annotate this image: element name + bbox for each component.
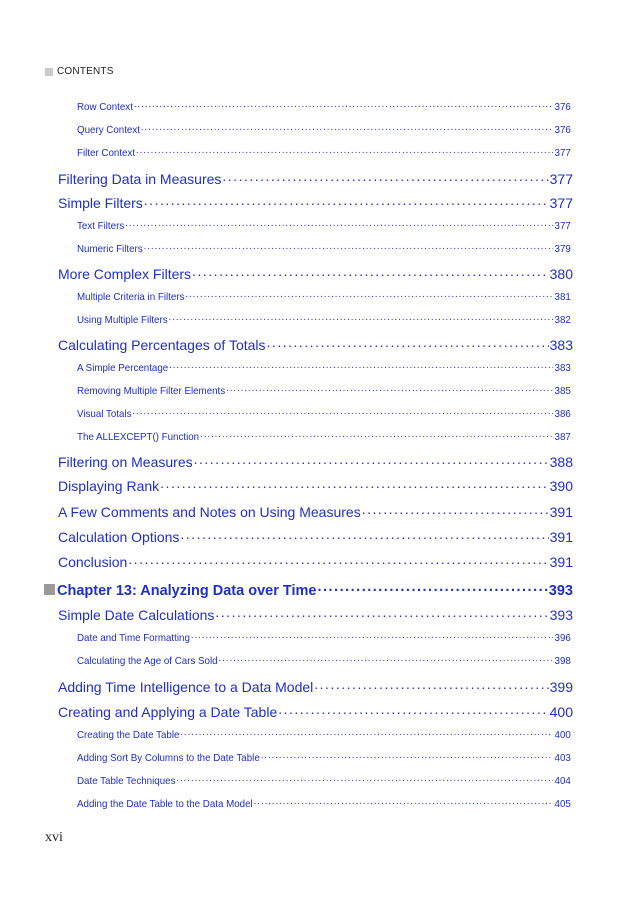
entry-page: 393 — [548, 582, 573, 599]
toc-entry[interactable] — [58, 503, 573, 520]
toc-entry[interactable] — [77, 653, 571, 667]
entry-page: 377 — [549, 171, 573, 187]
toc-entry[interactable] — [58, 336, 573, 353]
toc-entry[interactable] — [58, 553, 573, 570]
dot-leader — [169, 360, 553, 371]
toc-entry[interactable] — [58, 606, 573, 623]
entry-title: A Simple Percentage — [77, 361, 169, 374]
toc-entry[interactable] — [77, 773, 571, 787]
dot-leader — [314, 678, 548, 692]
toc-entry[interactable] — [58, 194, 573, 211]
entry-page: 404 — [554, 774, 571, 787]
dot-leader — [317, 580, 547, 595]
entry-title: Calculating Percentages of Totals — [58, 337, 266, 353]
entry-title: Filter Context — [77, 146, 136, 159]
entry-title: Using Multiple Filters — [77, 313, 168, 326]
toc-entry[interactable] — [58, 453, 573, 470]
toc-entry[interactable] — [58, 265, 573, 282]
entry-page: 377 — [554, 146, 571, 159]
entry-page: 376 — [554, 100, 571, 113]
entry-page: 393 — [549, 607, 573, 623]
dot-leader — [136, 145, 554, 156]
entry-title: Creating the Date Table — [77, 728, 180, 741]
entry-title: Calculating the Age of Cars Sold — [77, 654, 218, 667]
dot-leader — [128, 553, 548, 567]
toc-entry[interactable] — [77, 406, 571, 420]
entry-title: Filtering Data in Measures — [58, 171, 222, 187]
entry-title: More Complex Filters — [58, 266, 192, 282]
dot-leader — [160, 477, 548, 491]
entry-page: 400 — [554, 728, 571, 741]
entry-title: Conclusion — [58, 554, 128, 570]
dot-leader — [226, 383, 554, 394]
toc-entry[interactable] — [77, 383, 571, 397]
entry-page: 388 — [549, 454, 573, 470]
entry-page: 398 — [554, 654, 571, 667]
toc-entry[interactable] — [77, 360, 571, 374]
entry-title: Chapter 13: Analyzing Data over Time — [57, 582, 317, 599]
dot-leader — [222, 170, 548, 184]
dot-leader — [134, 99, 554, 110]
dot-leader — [132, 406, 553, 417]
entry-page: 377 — [554, 219, 571, 232]
dot-leader — [180, 727, 553, 738]
entry-page: 377 — [549, 195, 573, 211]
dot-leader — [169, 312, 554, 323]
entry-page: 391 — [549, 529, 573, 545]
dot-leader — [194, 453, 549, 467]
dot-leader — [267, 336, 549, 350]
entry-page: 383 — [549, 337, 573, 353]
entry-title: Adding Sort By Columns to the Date Table — [77, 751, 260, 764]
entry-title: Creating and Applying a Date Table — [58, 704, 278, 720]
entry-title: Date Table Techniques — [77, 774, 176, 787]
entry-title: Visual Totals — [77, 407, 132, 420]
entry-title: Text Filters — [77, 219, 125, 232]
entry-title: Date and Time Formatting — [77, 631, 190, 644]
dot-leader — [278, 703, 548, 717]
entry-title: Filtering on Measures — [58, 454, 193, 470]
dot-leader — [200, 429, 554, 440]
entry-page: 405 — [554, 797, 571, 810]
entry-page: 391 — [549, 554, 573, 570]
entry-page: 383 — [554, 361, 571, 374]
page-number: xvi — [45, 830, 63, 845]
header-label: CONTENTS — [57, 66, 114, 77]
entry-title: Row Context — [77, 100, 133, 113]
entry-page: 386 — [554, 407, 571, 420]
entry-page: 399 — [549, 679, 573, 695]
dot-leader — [180, 528, 548, 542]
toc-entry[interactable] — [77, 99, 571, 113]
entry-page: 396 — [554, 631, 571, 644]
toc-entry[interactable] — [77, 312, 571, 326]
toc-entry[interactable] — [77, 241, 571, 255]
dot-leader — [144, 241, 554, 252]
entry-title: A Few Comments and Notes on Using Measures — [58, 504, 361, 520]
dot-leader — [141, 122, 554, 133]
entry-page: 376 — [554, 123, 571, 136]
entry-title: Displaying Rank — [58, 478, 160, 494]
entry-page: 385 — [554, 384, 571, 397]
dot-leader — [219, 653, 554, 664]
toc-entry[interactable] — [77, 750, 571, 764]
toc-entry[interactable] — [77, 122, 571, 136]
entry-title: Simple Filters — [58, 195, 143, 211]
dot-leader — [192, 265, 549, 279]
dot-leader — [254, 796, 554, 807]
dot-leader — [191, 630, 554, 641]
dot-leader — [185, 289, 553, 300]
dot-leader — [125, 218, 553, 229]
header-square-icon — [45, 68, 53, 76]
dot-leader — [362, 503, 549, 517]
entry-title: Simple Date Calculations — [58, 607, 215, 623]
entry-title: Multiple Criteria in Filters — [77, 290, 185, 303]
entry-title: Calculation Options — [58, 529, 180, 545]
toc-entry[interactable] — [58, 170, 573, 187]
entry-page: 390 — [549, 478, 573, 494]
toc-entry[interactable] — [77, 289, 571, 303]
entry-title: The ALLEXCEPT() Function — [77, 430, 200, 443]
toc-entry[interactable] — [77, 630, 571, 644]
entry-page: 403 — [554, 751, 571, 764]
entry-page: 400 — [549, 704, 573, 720]
dot-leader — [215, 606, 548, 620]
dot-leader — [176, 773, 553, 784]
entry-title: Query Context — [77, 123, 140, 136]
toc-entry[interactable] — [77, 727, 571, 741]
entry-title: Removing Multiple Filter Elements — [77, 384, 226, 397]
toc-entry[interactable] — [58, 528, 573, 545]
toc-entry[interactable] — [58, 678, 573, 695]
dot-leader — [261, 750, 554, 761]
entry-title: Adding Time Intelligence to a Data Model — [58, 679, 314, 695]
entry-page: 382 — [554, 313, 571, 326]
toc-entry[interactable] — [77, 145, 571, 159]
running-header — [45, 66, 114, 77]
entry-page: 391 — [549, 504, 573, 520]
toc-entry[interactable] — [77, 796, 571, 810]
dot-leader — [144, 194, 549, 208]
toc-entry[interactable] — [77, 429, 571, 443]
chapter-entry[interactable] — [44, 580, 573, 599]
entry-title: Adding the Date Table to the Data Model — [77, 797, 253, 810]
entry-page: 381 — [554, 290, 571, 303]
entry-page: 387 — [554, 430, 571, 443]
toc-entry[interactable] — [58, 477, 573, 494]
toc-entry[interactable] — [77, 218, 571, 232]
chapter-square-icon — [44, 584, 55, 595]
toc-entry[interactable] — [58, 703, 573, 720]
entry-page: 380 — [549, 266, 573, 282]
entry-page: 379 — [554, 242, 571, 255]
entry-title: Numeric Filters — [77, 242, 143, 255]
